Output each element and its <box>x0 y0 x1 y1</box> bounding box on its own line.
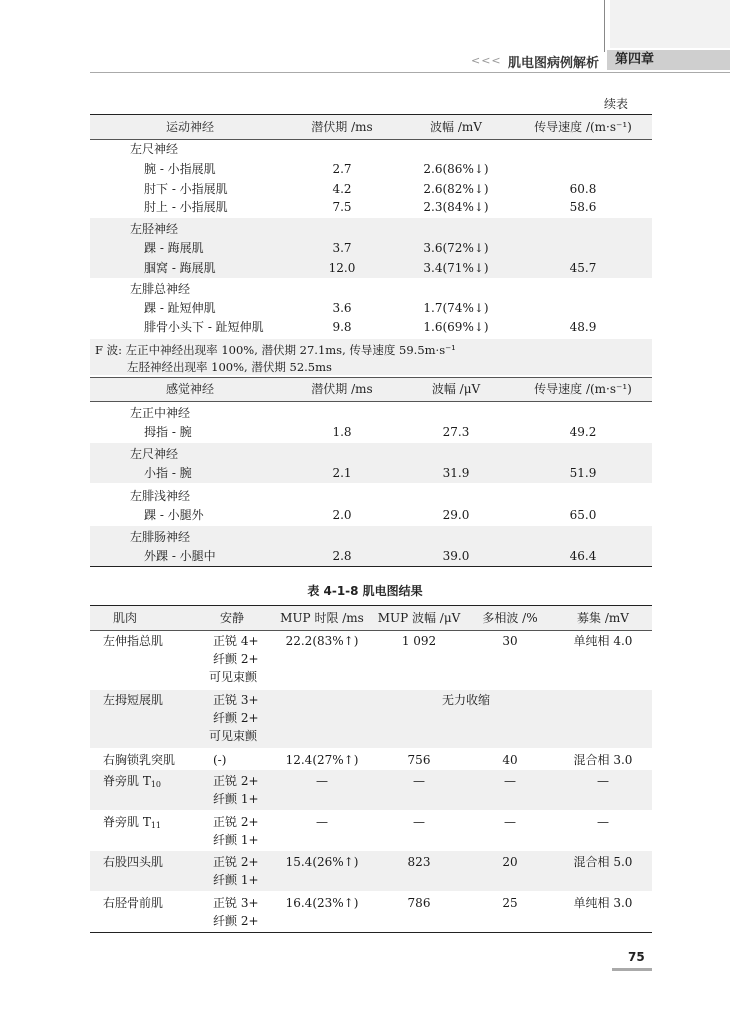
rest-finding: 正锐 2+ <box>213 815 259 829</box>
amplitude-value: 39.0 <box>442 549 470 563</box>
segment-label: 小指 - 腕 <box>144 466 192 480</box>
motor-header-latency: 潜伏期 /ms <box>311 120 373 134</box>
velocity-value: 48.9 <box>569 320 597 334</box>
polyphasic-value: 20 <box>502 855 518 869</box>
emg-header-rest: 安静 <box>219 611 245 625</box>
emg-header-recruit: 募集 /mV <box>577 611 629 625</box>
sensory-header-nerve: 感觉神经 <box>165 382 215 396</box>
recruit-value: 混合相 3.0 <box>573 753 633 767</box>
emg-header-muscle: 肌肉 <box>112 611 138 625</box>
emg-header-amplitude: MUP 波幅 /μV <box>377 611 461 625</box>
recruit-value: 混合相 5.0 <box>573 855 633 869</box>
table-rule <box>90 630 652 631</box>
nerve-name: 左腓总神经 <box>130 282 191 296</box>
motor-header-velocity: 传导速度 /(m·s⁻¹) <box>534 120 632 134</box>
f-wave-line-2: 左胫神经出现率 100%, 潜伏期 52.5ms <box>127 360 332 374</box>
nerve-name: 左腓浅神经 <box>130 489 191 503</box>
amplitude-value: 3.4(71%↓) <box>423 261 489 275</box>
latency-value: 2.7 <box>332 162 352 176</box>
amplitude-value: 3.6(72%↓) <box>423 241 489 255</box>
rest-finding: 纤颤 1+ <box>213 833 259 847</box>
mup-duration: — <box>316 774 328 788</box>
rest-finding: 可见束颤 <box>209 729 258 743</box>
segment-label: 腓骨小头下 - 趾短伸肌 <box>144 320 264 334</box>
mup-amplitude: 756 <box>407 753 431 767</box>
table-bottom-rule <box>90 932 652 933</box>
segment-label: 踝 - 小腿外 <box>144 508 204 522</box>
table-caption: 表 4-1-8 肌电图结果 <box>307 584 423 598</box>
muscle-name: 脊旁肌 $T_{11}$ <box>103 815 162 830</box>
amplitude-value: 27.3 <box>442 425 470 439</box>
mup-duration: 16.4(23%↑) <box>285 896 359 910</box>
mup-amplitude: 1 092 <box>401 634 437 648</box>
latency-value: 3.6 <box>332 301 352 315</box>
table-rule <box>90 139 652 140</box>
header-arrows: <<< <box>471 54 502 67</box>
table-rule <box>90 401 652 402</box>
amplitude-value: 29.0 <box>442 508 470 522</box>
rest-finding: 纤颤 2+ <box>213 914 259 928</box>
rest-finding: 纤颤 1+ <box>213 873 259 887</box>
mup-amplitude: — <box>413 815 425 829</box>
segment-label: 肘上 - 小指展肌 <box>144 200 228 214</box>
velocity-value: 46.4 <box>569 549 597 563</box>
header-divider <box>604 0 605 52</box>
nerve-name: 左腓肠神经 <box>130 530 191 544</box>
latency-value: 9.8 <box>332 320 352 334</box>
merged-note: 无力收缩 <box>441 693 491 707</box>
mup-amplitude: — <box>413 774 425 788</box>
table-bottom-rule <box>90 566 652 567</box>
f-wave-line-1: F 波: 左正中神经出现率 100%, 潜伏期 27.1ms, 传导速度 59.5m·s⁻¹ <box>95 343 456 357</box>
segment-label: 踝 - 踇展肌 <box>144 241 204 255</box>
muscle-name: 左拇短展肌 <box>103 693 164 707</box>
book-title: 肌电图病例解析 <box>508 56 600 71</box>
velocity-value: 60.8 <box>569 182 597 196</box>
mup-amplitude: 786 <box>407 896 431 910</box>
amplitude-value: 2.3(84%↓) <box>423 200 489 214</box>
latency-value: 1.8 <box>332 425 352 439</box>
recruit-value: — <box>597 815 609 829</box>
nerve-name: 左尺神经 <box>130 142 179 156</box>
rest-finding: (-) <box>213 753 227 767</box>
muscle-name: 右胫骨前肌 <box>103 896 164 910</box>
nerve-name: 左尺神经 <box>130 447 179 461</box>
motor-header-amplitude: 波幅 /mV <box>430 120 482 134</box>
latency-value: 2.8 <box>332 549 352 563</box>
chapter-label: 第四章 <box>607 50 730 70</box>
rest-finding: 正锐 2+ <box>213 855 259 869</box>
page-number: 75 <box>628 950 645 964</box>
mup-amplitude: 823 <box>407 855 431 869</box>
motor-header-nerve: 运动神经 <box>165 120 215 134</box>
velocity-value: 49.2 <box>569 425 597 439</box>
segment-label: 拇指 - 腕 <box>144 425 192 439</box>
nerve-name: 左正中神经 <box>130 406 191 420</box>
latency-value: 12.0 <box>328 261 356 275</box>
latency-value: 4.2 <box>332 182 352 196</box>
continued-label: 续表 <box>604 97 629 111</box>
polyphasic-value: — <box>504 774 516 788</box>
rest-finding: 纤颤 2+ <box>213 711 259 725</box>
polyphasic-value: — <box>504 815 516 829</box>
nerve-name: 左胫神经 <box>130 222 179 236</box>
latency-value: 2.1 <box>332 466 352 480</box>
polyphasic-value: 25 <box>502 896 518 910</box>
emg-header-duration: MUP 时限 /ms <box>280 611 364 625</box>
polyphasic-value: 40 <box>502 753 518 767</box>
amplitude-value: 1.6(69%↓) <box>423 320 489 334</box>
footer-bar <box>612 968 652 971</box>
row-band <box>90 851 652 891</box>
recruit-value: — <box>597 774 609 788</box>
mup-duration: 12.4(27%↑) <box>285 753 359 767</box>
rest-finding: 正锐 3+ <box>213 896 259 910</box>
amplitude-value: 2.6(82%↓) <box>423 182 489 196</box>
header-rule <box>90 72 730 73</box>
rest-finding: 正锐 3+ <box>213 693 259 707</box>
muscle-name: 脊旁肌 $T_{10}$ <box>103 774 162 789</box>
row-band <box>90 690 652 748</box>
latency-value: 2.0 <box>332 508 352 522</box>
header-margin-shade <box>610 0 730 48</box>
amplitude-value: 1.7(74%↓) <box>423 301 489 315</box>
segment-label: 腕 - 小指展肌 <box>144 162 216 176</box>
rest-finding: 可见束颤 <box>209 670 258 684</box>
polyphasic-value: 30 <box>502 634 518 648</box>
muscle-name: 右胸锁乳突肌 <box>103 753 176 767</box>
segment-label: 外踝 - 小腿中 <box>144 549 216 563</box>
latency-value: 3.7 <box>332 241 352 255</box>
mup-duration: — <box>316 815 328 829</box>
amplitude-value: 2.6(86%↓) <box>423 162 489 176</box>
amplitude-value: 31.9 <box>442 466 470 480</box>
segment-label: 腘窝 - 踇展肌 <box>144 261 216 275</box>
mup-duration: 15.4(26%↑) <box>285 855 359 869</box>
rest-finding: 正锐 4+ <box>213 634 259 648</box>
emg-header-polyphasic: 多相波 /% <box>482 611 538 625</box>
sensory-header-velocity: 传导速度 /(m·s⁻¹) <box>534 382 632 396</box>
segment-label: 肘下 - 小指展肌 <box>144 182 228 196</box>
velocity-value: 65.0 <box>569 508 597 522</box>
segment-label: 踝 - 趾短伸肌 <box>144 301 216 315</box>
recruit-value: 单纯相 3.0 <box>573 896 633 910</box>
latency-value: 7.5 <box>332 200 352 214</box>
sensory-header-amplitude: 波幅 /μV <box>431 382 481 396</box>
row-band <box>90 770 652 810</box>
mup-duration: 22.2(83%↑) <box>285 634 359 648</box>
rest-finding: 纤颤 2+ <box>213 652 259 666</box>
rest-finding: 纤颤 1+ <box>213 792 259 806</box>
velocity-value: 51.9 <box>569 466 597 480</box>
muscle-name: 左伸指总肌 <box>103 634 164 648</box>
emg-header-band <box>90 606 652 630</box>
velocity-value: 58.6 <box>569 200 597 214</box>
velocity-value: 45.7 <box>569 261 597 275</box>
rest-finding: 正锐 2+ <box>213 774 259 788</box>
recruit-value: 单纯相 4.0 <box>573 634 633 648</box>
sensory-header-latency: 潜伏期 /ms <box>311 382 373 396</box>
muscle-name: 右股四头肌 <box>103 855 164 869</box>
